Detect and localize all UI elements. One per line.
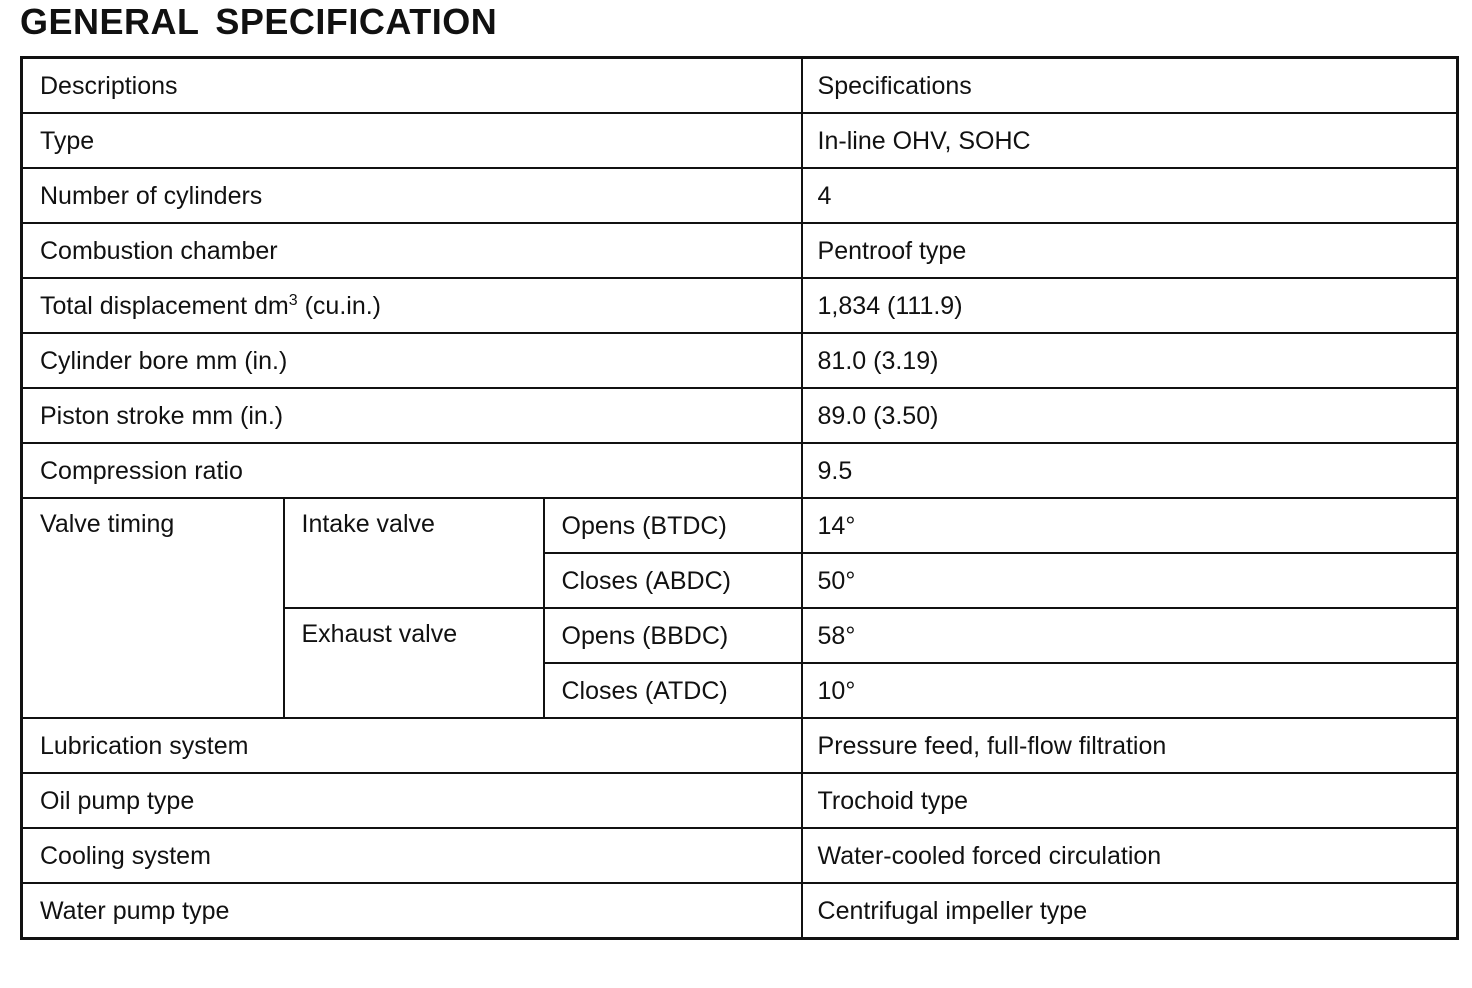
row-value: 81.0 (3.19)	[802, 333, 1458, 388]
page-title: GENERAL SPECIFICATION	[20, 1, 498, 42]
intake-opens-label: Opens (BTDC)	[544, 498, 802, 553]
table-row	[22, 223, 1458, 278]
exhaust-closes-value: 10°	[802, 663, 1458, 718]
row-value: Pentroof type	[802, 223, 1458, 278]
table-row	[22, 718, 1458, 773]
row-value: Trochoid type	[802, 773, 1458, 828]
row-label: Lubrication system	[22, 718, 802, 773]
row-label: Compression ratio	[22, 443, 802, 498]
intake-closes-label: Closes (ABDC)	[544, 553, 802, 608]
table-header-row	[22, 58, 1458, 114]
row-value: 89.0 (3.50)	[802, 388, 1458, 443]
row-label: Oil pump type	[22, 773, 802, 828]
displacement-label-prefix: Total displacement dm	[40, 291, 289, 320]
table-row	[22, 828, 1458, 883]
table-row	[22, 388, 1458, 443]
row-label: Water pump type	[22, 883, 802, 939]
descriptions-header: Descriptions	[22, 58, 802, 114]
exhaust-closes-label: Closes (ATDC)	[544, 663, 802, 718]
row-value: In-line OHV, SOHC	[802, 113, 1458, 168]
row-label: Combustion chamber	[22, 223, 802, 278]
row-label: Cooling system	[22, 828, 802, 883]
intake-opens-value: 14°	[802, 498, 1458, 553]
row-label: Cylinder bore mm (in.)	[22, 333, 802, 388]
row-label: Piston stroke mm (in.)	[22, 388, 802, 443]
exhaust-valve-label: Exhaust valve	[284, 608, 544, 718]
exhaust-opens-value: 58°	[802, 608, 1458, 663]
row-value: 9.5	[802, 443, 1458, 498]
row-label: Number of cylinders	[22, 168, 802, 223]
row-value: 4	[802, 168, 1458, 223]
table-row	[22, 278, 1458, 333]
row-value: Centrifugal impeller type	[802, 883, 1458, 939]
table-row	[22, 498, 1458, 553]
row-value: Water-cooled forced circulation	[802, 828, 1458, 883]
specifications-header: Specifications	[802, 58, 1458, 114]
exhaust-opens-label: Opens (BBDC)	[544, 608, 802, 663]
displacement-label-suffix: (cu.in.)	[297, 291, 381, 320]
table-row	[22, 168, 1458, 223]
table-row	[22, 333, 1458, 388]
table-row	[22, 113, 1458, 168]
table-row	[22, 773, 1458, 828]
table-row	[22, 883, 1458, 939]
specification-table	[20, 56, 1459, 940]
displacement-label-superscript: 3	[288, 291, 298, 309]
row-value: 1,834 (111.9)	[802, 278, 1458, 333]
row-value: Pressure feed, full-flow filtration	[802, 718, 1458, 773]
row-label	[22, 278, 802, 333]
valve-timing-label: Valve timing	[22, 498, 284, 718]
table-row	[22, 443, 1458, 498]
intake-valve-label: Intake valve	[284, 498, 544, 608]
intake-closes-value: 50°	[802, 553, 1458, 608]
row-label: Type	[22, 113, 802, 168]
